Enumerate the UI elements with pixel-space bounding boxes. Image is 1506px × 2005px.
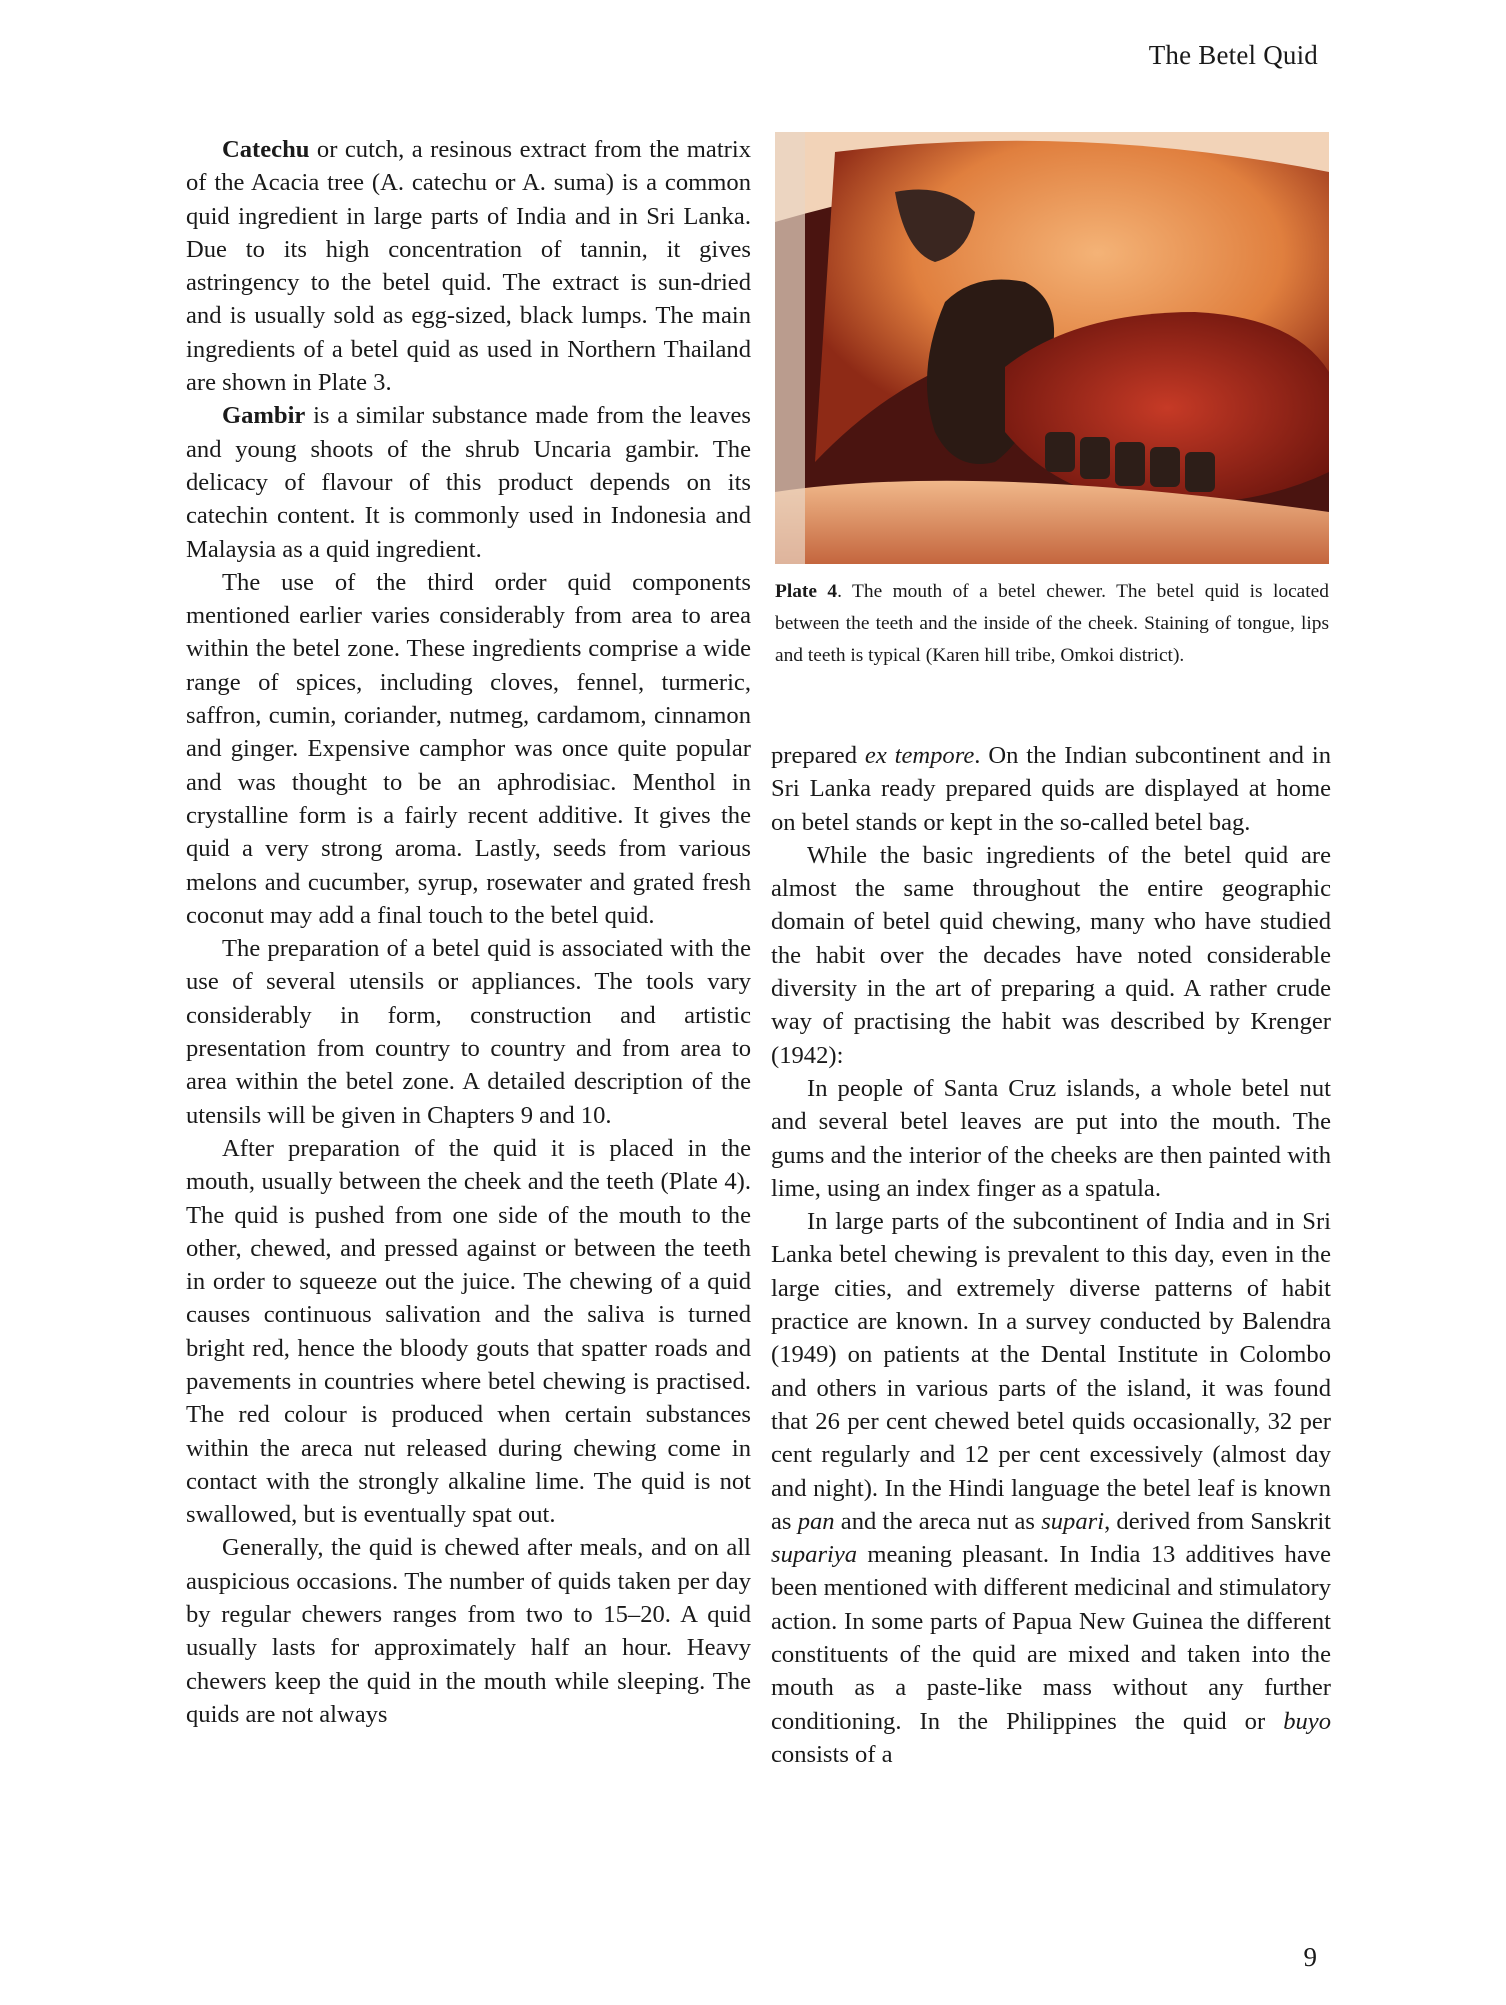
caption-text: The mouth of a betel chewer. The betel quid is located between the teeth and the inside of the cheek. Staining of tongue, lips and teeth is typical (Karen hill tribe, Omkoi district). (775, 581, 1329, 667)
italic-term: pan (797, 1507, 835, 1535)
paragraph-frequency: Generally, the quid is chewed after meals, and on all auspicious occasions. The number of quids taken per day by regular chewers ranges from two to 15–20. A quid usually lasts for approximately half an hour. Heavy chewers keep the quid in the mouth while sleeping. The quids are not always (186, 1534, 751, 1728)
italic-term: buyo (1283, 1707, 1331, 1735)
mouth-photo-illustration (775, 132, 1329, 564)
italic-term: supari (1041, 1507, 1105, 1535)
term-catechu: Catechu (222, 136, 310, 163)
italic-term: supariya (771, 1541, 858, 1569)
paragraph-catechu (186, 133, 751, 399)
paragraph-india (771, 1205, 1331, 1771)
text-run: consists of a (771, 1740, 893, 1768)
paragraph-ex-tempore (771, 739, 1331, 839)
paragraph-chewing: After preparation of the quid it is placed in the mouth, usually between the cheek and the teeth (Plate 4). The quid is pushed from one side of the mouth to the other, chewed, and pressed against or between the teeth in order to squeeze out the juice. The chewing of a quid causes continuous salivation and the saliva is turned bright red, hence the bloody gouts that spatter roads and pavements in countries where betel chewing is practised. The red colour is produced when certain substances within the areca nut released during chewing come in contact with the strongly alkaline lime. The quid is not swallowed, but is eventually spat out. (186, 1134, 751, 1529)
cheek-edge-shape (775, 132, 805, 564)
paragraph-text: is a similar substance made from the leaves and young shoots of the shrub Uncaria gambir. The delicacy of flavour of this product depends on its catechin content. It is commonly used in Indonesia and Malaysia as a quid ingredient. (186, 402, 751, 563)
page-number: 9 (1303, 1942, 1317, 1972)
paragraph-gambir (186, 399, 751, 565)
paragraph-third-order: The use of the third order quid components mentioned earlier varies considerably from area to area within the betel zone. These ingredients comprise a wide range of spices, including cloves, fennel, turmeric, saffron, cumin, coriander, nutmeg, cardamom, cinnamon and ginger. Expensive camphor was once quite popular and was thought to be an aphrodisiac. Menthol in crystalline form is a fairly recent additive. It gives the quid a very strong aroma. Lastly, seeds from various melons and cucumber, syrup, rosewater and grated fresh coconut may add a final touch to the betel quid. (186, 568, 751, 929)
text-run: In large parts of the subcontinent of India and in Sri Lanka betel chewing is prevalent to this day, even in the large cities, and extremely diverse patterns of habit practice are known. In a survey conducted by Balendra (1949) on patients at the Dental Institute in Colombo and others in various parts of the island, it was found that 26 per cent chewed betel quids occasionally, 32 per cent regularly and 12 per cent excessively (almost day and night). In the Hindi language the betel leaf is known as (771, 1208, 1331, 1535)
text-run: and the areca nut as (834, 1507, 1042, 1535)
running-head: The Betel Quid (1148, 40, 1318, 70)
left-column (186, 133, 751, 1731)
caption-text-wrap: . (837, 581, 853, 602)
plate-caption (775, 576, 1329, 673)
text-run: . On the Indian subcontinent and in Sri Lanka ready prepared quids are displayed at home on betel stands or kept in the so-called betel bag. (771, 742, 1331, 836)
paragraph-diversity: While the basic ingredients of the betel quid are almost the same throughout the entire geographic domain of betel quid chewing, many who have studied the habit over the decades have noted considerable diversity in the art of preparing a quid. A rather crude way of practising the habit was described by Krenger (1942): (771, 841, 1331, 1069)
paragraph-text: or cutch, a resinous extract from the matrix of the Acacia tree (A. catechu or A. suma) is a common quid ingredient in large parts of India and in Sri Lanka. Due to its high concentration of tannin, it gives astringency to the betel quid. The extract is sun-dried and is usually sold as egg-sized, black lumps. The main ingredients of a betel quid as used in Northern Thailand are shown in Plate 3. (186, 136, 751, 397)
text-run: , derived from Sanskrit (1104, 1507, 1332, 1535)
plate-4-photo (775, 132, 1329, 564)
paragraph-utensils: The preparation of a betel quid is associated with the use of several utensils or appliances. The tools vary considerably in form, construction and artistic presentation from country to country and from area to area within the betel zone. A detailed description of the utensils will be given in Chapters 9 and 10. (186, 935, 751, 1129)
text-run: meaning pleasant. In India 13 additives have been mentioned with different medicinal and stimulatory action. In some parts of Papua New Guinea the different constituents of the quid are mixed and taken into the mouth as a paste-like mass without any further conditioning. In the Philippines the quid or (771, 1541, 1331, 1735)
italic-term: ex tempore (864, 742, 975, 769)
text-run: prepared (771, 742, 865, 769)
paragraph-santa-cruz: In people of Santa Cruz islands, a whole betel nut and several betel leaves are put into the mouth. The gums and the interior of the cheeks are then painted with lime, using an index finger as a spatula. (771, 1074, 1331, 1202)
plate-label: Plate 4 (775, 581, 838, 602)
right-column (771, 739, 1331, 1771)
term-gambir: Gambir (222, 402, 306, 430)
